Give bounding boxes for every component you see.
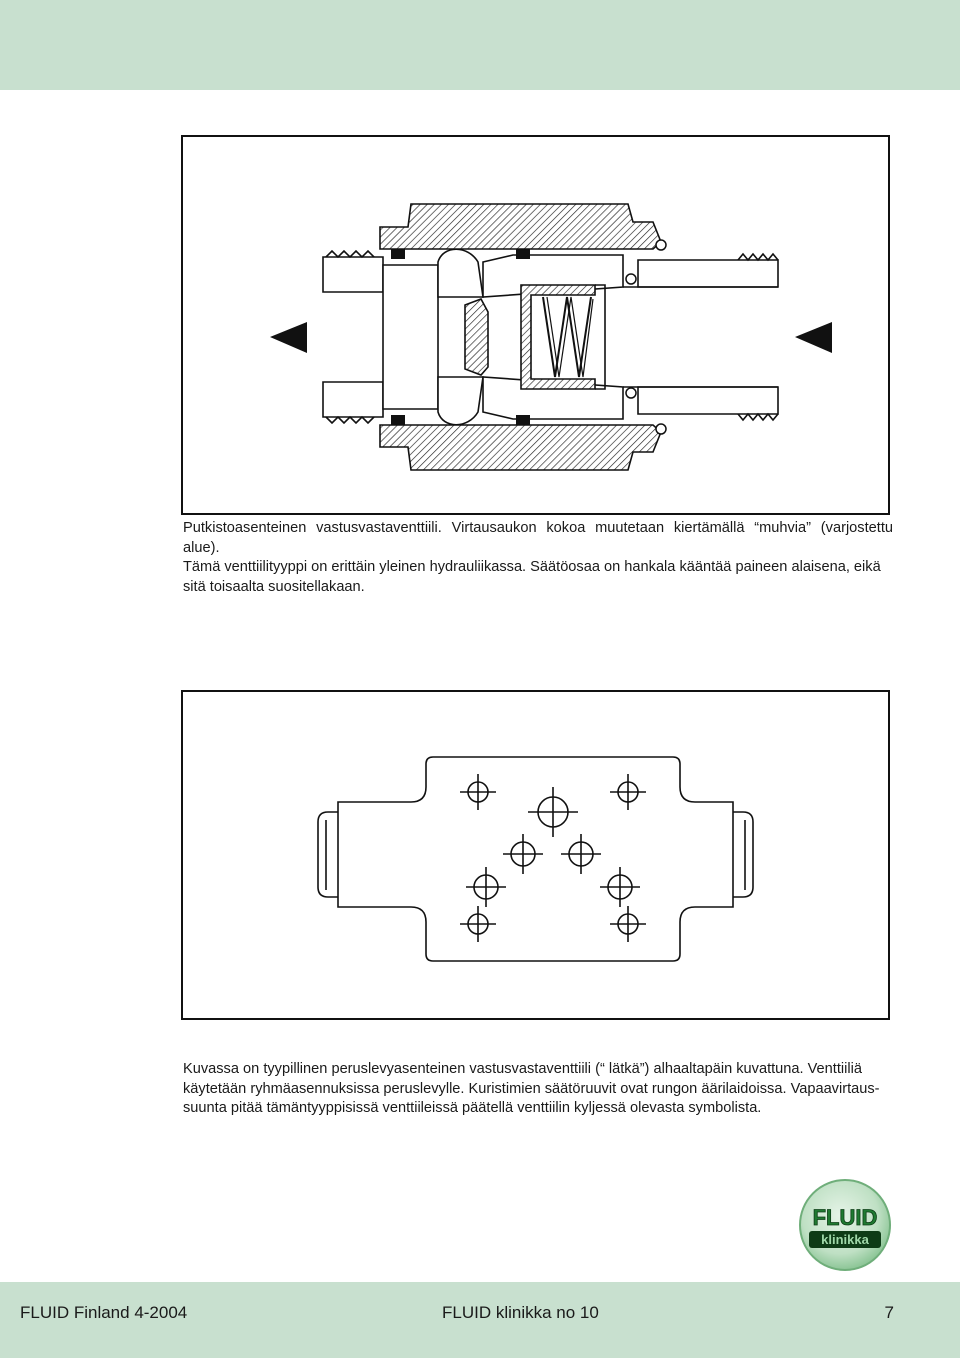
seal-icon xyxy=(391,415,405,425)
figure-subplate-valve xyxy=(181,690,890,1020)
caption-line: Putkistoasenteinen vastusvastaventtiili. Virtausaukon kokoa muutetaan kiertämällä “muhvia” (varjostettu alue). xyxy=(183,520,893,556)
caption-line: sitä toisaalta suositellakaan. xyxy=(183,578,365,595)
valve-cross-section-drawing xyxy=(183,137,888,513)
page-number: 7 xyxy=(884,1303,894,1322)
logo-word-klinikka: klinikka xyxy=(821,1232,869,1247)
port-hole-icon xyxy=(561,834,601,874)
caption-line: Kuvassa on tyypillinen peruslevyasenteinen vastusvastaventtiili (“ lätkä”) alhaaltapäin kuvattuna. Venttiiliä xyxy=(183,1061,862,1077)
subplate-valve-drawing xyxy=(183,692,888,1018)
fluid-klinikka-logo xyxy=(797,1177,893,1273)
logo-word-fluid: FLUID xyxy=(812,1205,878,1230)
mounting-hole-icon xyxy=(460,774,496,810)
flow-arrow-left-icon xyxy=(270,322,307,353)
seal-icon xyxy=(391,249,405,259)
seal-icon xyxy=(516,249,530,259)
o-ring-icon xyxy=(656,240,666,250)
flow-arrow-right-icon xyxy=(795,322,832,353)
mounting-hole-icon xyxy=(460,906,496,942)
o-ring-icon xyxy=(656,424,666,434)
port-hole-icon xyxy=(600,867,640,907)
seal-icon xyxy=(516,415,530,425)
port-hole-icon xyxy=(466,867,506,907)
mounting-hole-icon xyxy=(610,906,646,942)
header-band xyxy=(0,0,960,90)
o-ring-icon xyxy=(626,388,636,398)
figure-caption-2 xyxy=(183,1060,893,1119)
footer-publication: FLUID Finland 4-2004 xyxy=(20,1303,188,1322)
figure-valve-cross-section xyxy=(181,135,890,515)
o-ring-icon xyxy=(626,274,636,284)
port-hole-icon xyxy=(528,787,578,837)
port-hole-icon xyxy=(503,834,543,874)
figure-caption-1 xyxy=(183,519,893,597)
caption-line: suunta pitää tämäntyyppisissä venttiileissä päätellä venttiilin kyljessä olevasta symbolista. xyxy=(183,1100,762,1116)
footer-section-title: FLUID klinikka no 10 xyxy=(442,1303,599,1322)
caption-line: käytetään ryhmäasennuksissa peruslevylle. Kuristimien säätöruuvit ovat rungon äärilaidoissa. Vapaavirtaus- xyxy=(183,1080,880,1097)
caption-line: Tämä venttiilityyppi on erittäin yleinen hydrauliikassa. Säätöosaa on hankala kääntää paineen alaisena, eikä xyxy=(183,559,881,575)
mounting-hole-icon xyxy=(610,774,646,810)
